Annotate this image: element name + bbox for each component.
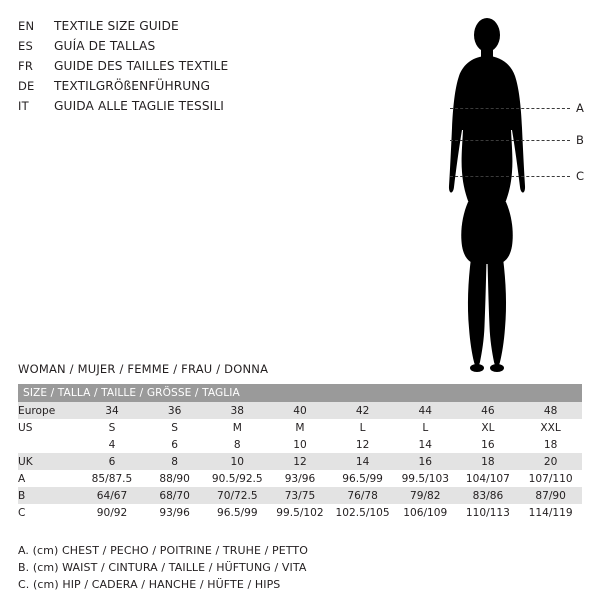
legend-row-c: C. (cm) HIP / CADERA / HANCHE / HÜFTE / HIPS — [18, 578, 281, 591]
table-cell: 87/90 — [519, 487, 582, 504]
measure-line-b — [450, 140, 570, 141]
row-label: B — [18, 487, 81, 504]
body-figure-diagram — [400, 10, 600, 375]
table-cell: 70/72.5 — [206, 487, 269, 504]
table-row — [18, 453, 582, 470]
section-title: WOMAN / MUJER / FEMME / FRAU / DONNA — [18, 362, 269, 376]
language-row — [18, 76, 318, 96]
table-cell: M — [269, 419, 332, 436]
table-cell: 10 — [269, 436, 332, 453]
measure-label-a: A — [576, 101, 584, 115]
measurement-legend — [18, 542, 418, 593]
table-cell: 93/96 — [143, 504, 206, 521]
language-text: GUIDA ALLE TAGLIE TESSILI — [54, 99, 224, 113]
language-code: EN — [18, 19, 35, 33]
language-code: IT — [18, 99, 29, 113]
table-cell: 8 — [206, 436, 269, 453]
table-cell: XL — [457, 419, 520, 436]
table-cell: L — [331, 419, 394, 436]
table-row — [18, 470, 582, 487]
table-cell: 16 — [394, 453, 457, 470]
row-label — [18, 436, 81, 453]
female-silhouette-icon — [422, 10, 552, 375]
row-label: C — [18, 504, 81, 521]
table-cell: 34 — [81, 402, 144, 419]
table-cell: 48 — [519, 402, 582, 419]
table-cell: 42 — [331, 402, 394, 419]
table-cell: 114/119 — [519, 504, 582, 521]
table-cell: S — [143, 419, 206, 436]
table-cell: 4 — [81, 436, 144, 453]
measure-line-a — [450, 108, 570, 109]
table-cell: 90/92 — [81, 504, 144, 521]
table-cell: 18 — [519, 436, 582, 453]
table-cell: 96.5/99 — [331, 470, 394, 487]
table-cell: 106/109 — [394, 504, 457, 521]
table-cell: 46 — [457, 402, 520, 419]
table-row — [18, 504, 582, 521]
table-row — [18, 487, 582, 504]
table-cell: 76/78 — [331, 487, 394, 504]
language-text: GUIDE DES TAILLES TEXTILE — [54, 59, 229, 73]
language-text: GUÍA DE TALLAS — [54, 39, 156, 53]
language-row — [18, 16, 318, 36]
row-label: US — [18, 419, 81, 436]
table-row — [18, 419, 582, 436]
language-text: TEXTILGRÖßENFÜHRUNG — [54, 79, 211, 93]
table-cell: L — [394, 419, 457, 436]
table-cell: 16 — [457, 436, 520, 453]
table-cell: 99.5/102 — [269, 504, 332, 521]
language-row — [18, 56, 318, 76]
table-cell: 88/90 — [143, 470, 206, 487]
measure-line-c — [450, 176, 570, 177]
table-cell: 10 — [206, 453, 269, 470]
table-cell: 18 — [457, 453, 520, 470]
table-cell: S — [81, 419, 144, 436]
language-row — [18, 96, 318, 116]
table-cell: 68/70 — [143, 487, 206, 504]
table-cell: 99.5/103 — [394, 470, 457, 487]
table-cell: 83/86 — [457, 487, 520, 504]
table-cell: 73/75 — [269, 487, 332, 504]
table-cell: 96.5/99 — [206, 504, 269, 521]
table-cell: 14 — [331, 453, 394, 470]
table-cell: 36 — [143, 402, 206, 419]
row-label: A — [18, 470, 81, 487]
table-cell: 20 — [519, 453, 582, 470]
table-cell: 12 — [269, 453, 332, 470]
table-header-label: SIZE / TALLA / TAILLE / GRÖSSE / TAGLIA — [18, 384, 582, 402]
table-header-row — [18, 384, 582, 402]
table-cell: 93/96 — [269, 470, 332, 487]
size-table-wrapper — [18, 384, 582, 521]
measure-label-c: C — [576, 169, 585, 183]
legend-row-b: B. (cm) WAIST / CINTURA / TAILLE / HÜFTUNG / VITA — [18, 561, 307, 574]
table-cell: 12 — [331, 436, 394, 453]
language-code: ES — [18, 39, 33, 53]
size-table — [18, 384, 582, 521]
table-cell: 85/87.5 — [81, 470, 144, 487]
measure-label-b: B — [576, 133, 584, 147]
table-cell: 102.5/105 — [331, 504, 394, 521]
table-cell: 38 — [206, 402, 269, 419]
language-text: TEXTILE SIZE GUIDE — [54, 19, 179, 33]
table-cell: 40 — [269, 402, 332, 419]
table-cell: 8 — [143, 453, 206, 470]
table-row — [18, 436, 582, 453]
table-cell: 6 — [143, 436, 206, 453]
table-cell: 64/67 — [81, 487, 144, 504]
table-cell: 104/107 — [457, 470, 520, 487]
language-title-block — [18, 16, 318, 116]
table-cell: 14 — [394, 436, 457, 453]
legend-row-a: A. (cm) CHEST / PECHO / POITRINE / TRUHE / PETTO — [18, 544, 309, 557]
table-cell: 107/110 — [519, 470, 582, 487]
table-row — [18, 402, 582, 419]
table-cell: 110/113 — [457, 504, 520, 521]
table-cell: 6 — [81, 453, 144, 470]
language-code: FR — [18, 59, 34, 73]
table-cell: 79/82 — [394, 487, 457, 504]
table-cell: 44 — [394, 402, 457, 419]
table-cell: 90.5/92.5 — [206, 470, 269, 487]
table-cell: M — [206, 419, 269, 436]
language-code: DE — [18, 79, 35, 93]
row-label: Europe — [18, 402, 81, 419]
row-label: UK — [18, 453, 81, 470]
table-cell: XXL — [519, 419, 582, 436]
language-row — [18, 36, 318, 56]
